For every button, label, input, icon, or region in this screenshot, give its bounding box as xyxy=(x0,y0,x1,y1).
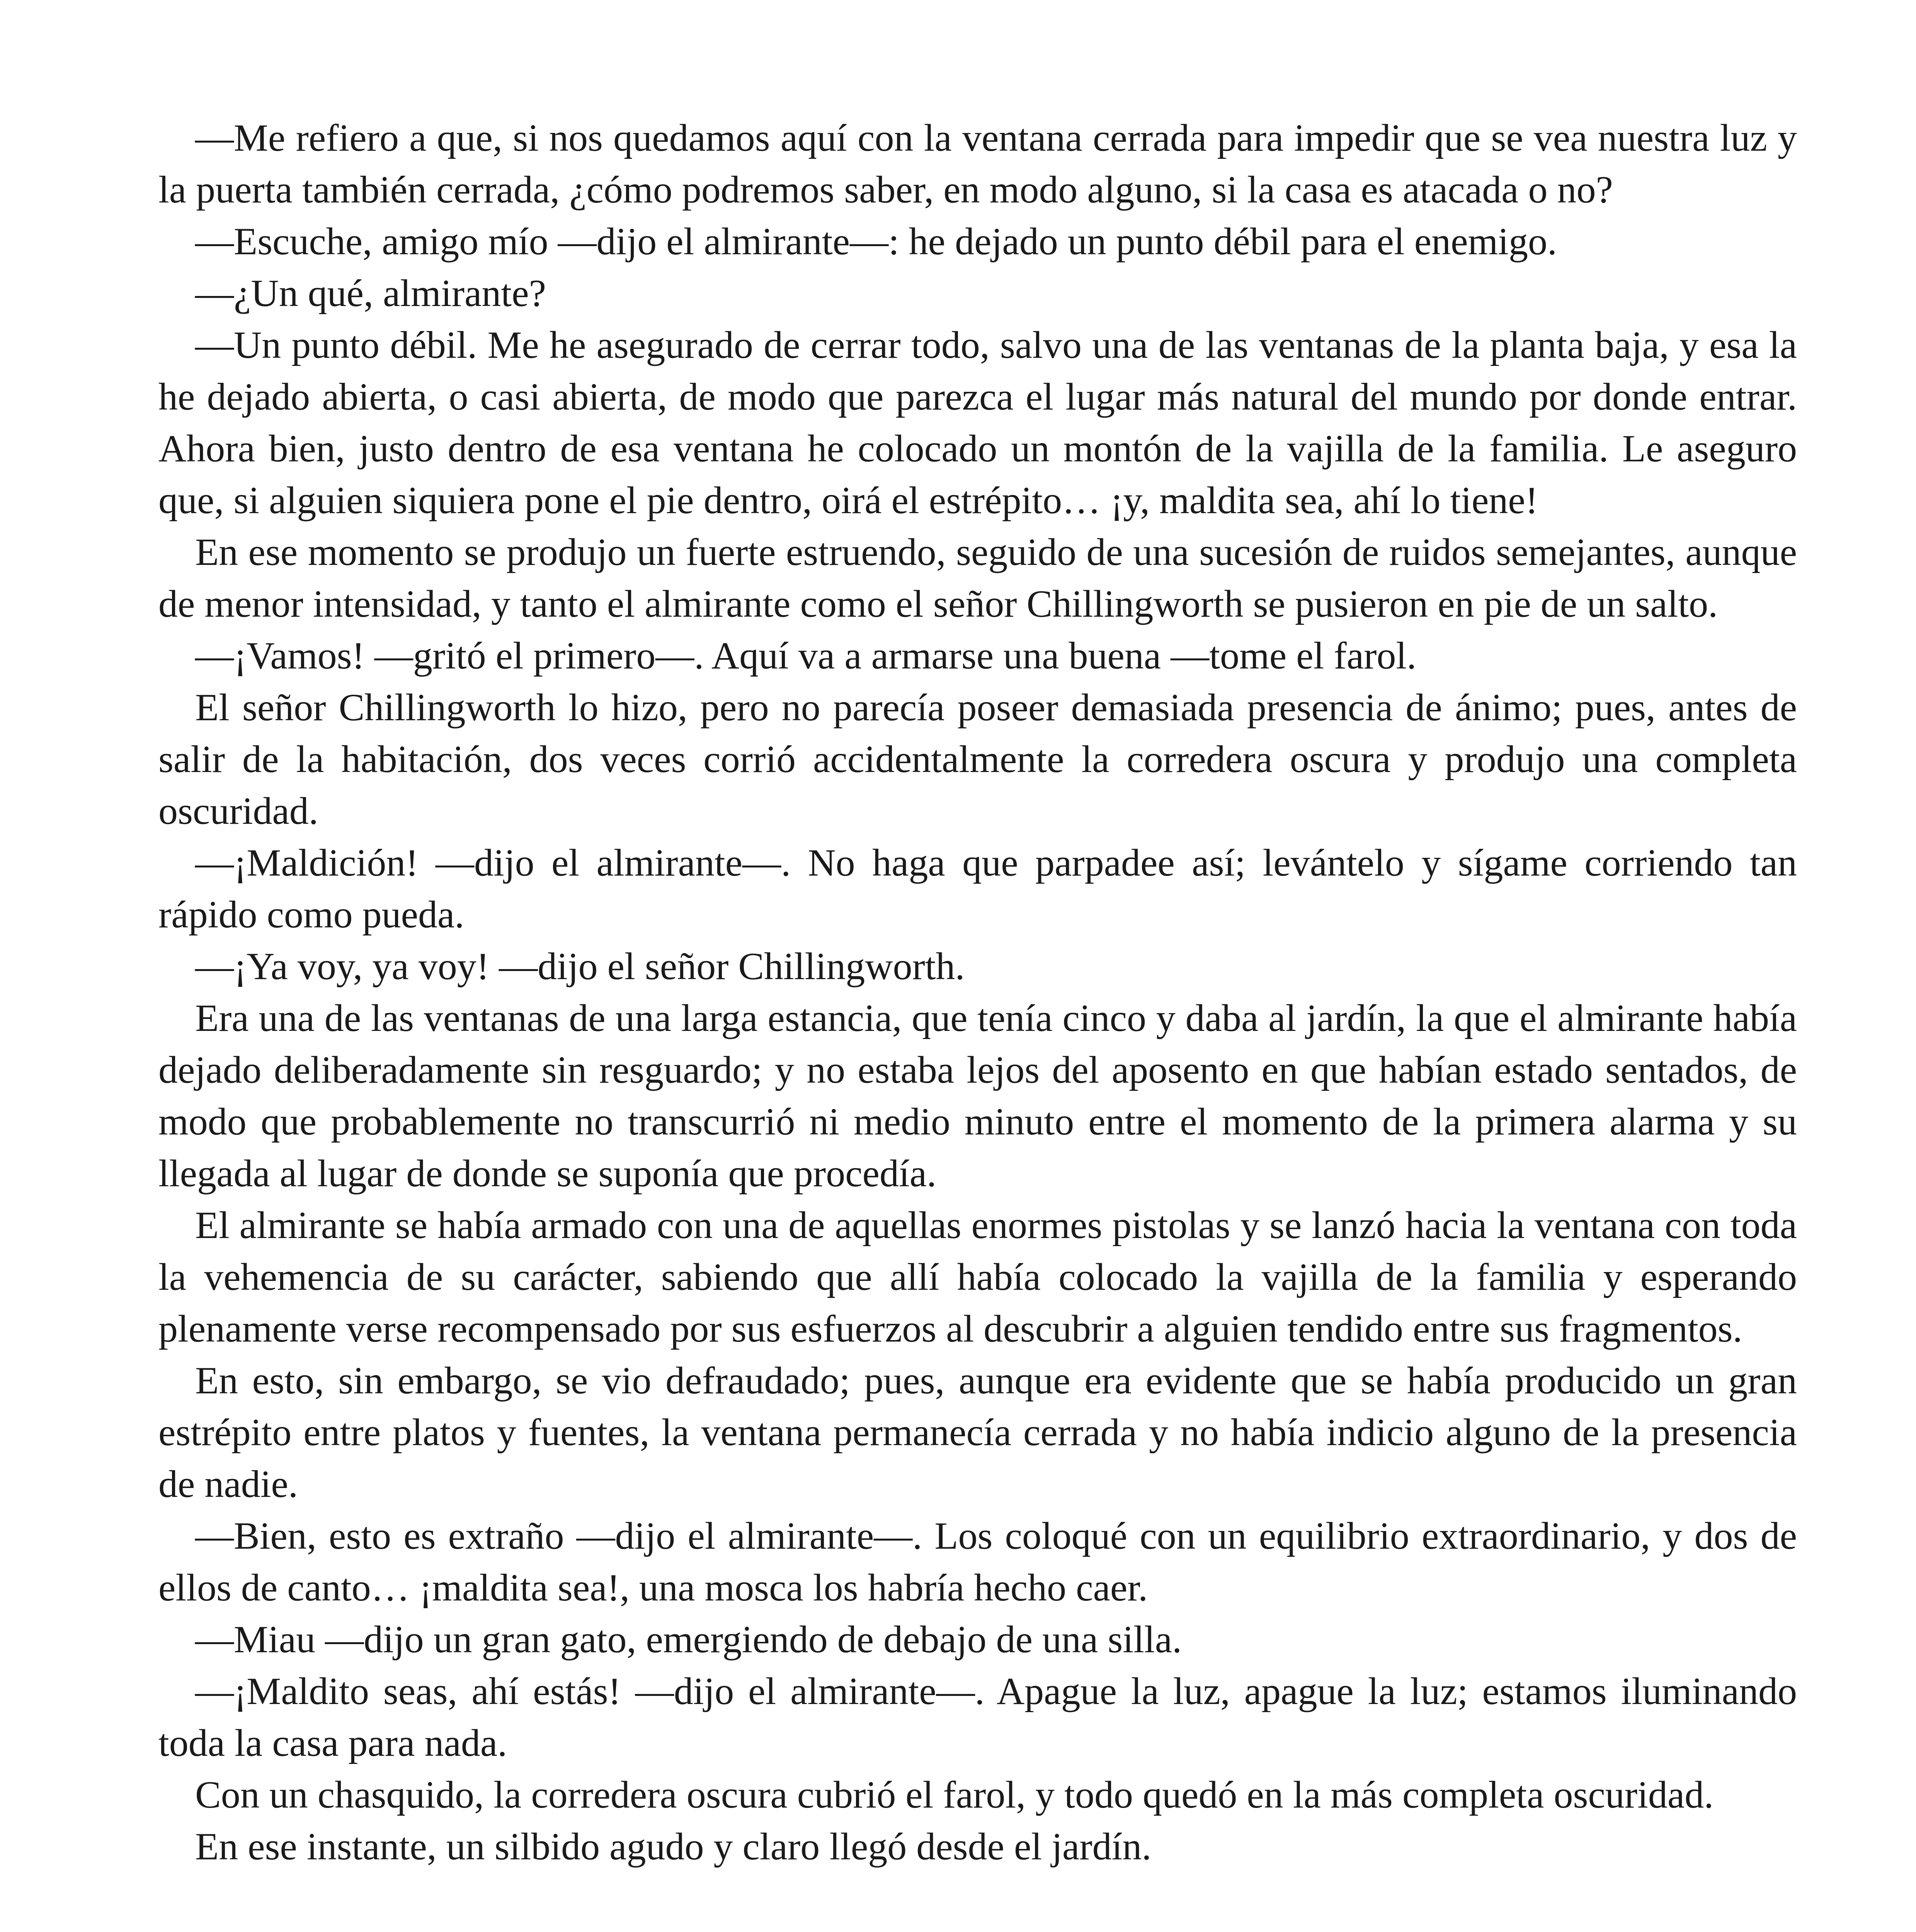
paragraph: Era una de las ventanas de una larga estancia, que tenía cinco y daba al jardín, la que el almirante había dejado deliberadamente sin resguardo; y no estaba lejos del aposento en que habían estado sentados, de modo que probablemente no transcurrió ni medio minuto entre el momento de la primera alarma y su llegada al lugar de donde se suponía que procedía. xyxy=(158,997,1797,1195)
paragraph: Con un chasquido, la corredera oscura cubrió el farol, y todo quedó en la más completa oscuridad. xyxy=(195,1773,1714,1816)
paragraph: En esto, sin embargo, se vio defraudado; pues, aunque era evidente que se había producido un gran estrépito entre platos y fuentes, la ventana permanecía cerrada y no había indicio alguno de la presencia de nadie. xyxy=(158,1359,1797,1505)
paragraph: —Escuche, amigo mío —dijo el almirante—: he dejado un punto débil para el enemigo. xyxy=(195,220,1557,263)
paragraph: —¡Ya voy, ya voy! —dijo el señor Chillingworth. xyxy=(195,945,965,988)
paragraph: En ese momento se produjo un fuerte estruendo, seguido de una sucesión de ruidos semejantes, aunque de menor intensidad, y tanto el almirante como el señor Chillingworth se pusieron en pie de un salto. xyxy=(158,531,1797,625)
paragraph: —¿Un qué, almirante? xyxy=(195,272,546,315)
paragraph: —Un punto débil. Me he asegurado de cerrar todo, salvo una de las ventanas de la planta baja, y esa la he dejado abierta, o casi abierta, de modo que parezca el lugar más natural del mundo por donde entrar. Ahora bien, justo dentro de esa ventana he colocado un montón de la vajilla de la familia. Le aseguro que, si alguien siquiera pone el pie dentro, oirá el estrépito… ¡y, maldita sea, ahí lo tiene! xyxy=(158,323,1797,522)
paragraph: —Me refiero a que, si nos quedamos aquí con la ventana cerrada para impedir que se vea nuestra luz y la puerta también cerrada, ¿cómo podremos saber, en modo alguno, si la casa es atacada o no? xyxy=(158,116,1797,211)
paragraph: —¡Maldito seas, ahí estás! —dijo el almirante—. Apague la luz, apague la luz; estamos iluminando toda la casa para nada. xyxy=(158,1670,1797,1764)
paragraph: El almirante se había armado con una de aquellas enormes pistolas y se lanzó hacia la ventana con toda la vehemencia de su carácter, sabiendo que allí había colocado la vajilla de la familia y esperando plenamente verse recompensado por sus esfuerzos al descubrir a alguien tendido entre sus fragmentos. xyxy=(158,1204,1797,1350)
page-body-text xyxy=(158,112,1797,1872)
paragraph: —Miau —dijo un gran gato, emergiendo de debajo de una silla. xyxy=(195,1618,1182,1661)
paragraph: —Bien, esto es extraño —dijo el almirante—. Los coloqué con un equilibrio extraordinario, y dos de ellos de canto… ¡maldita sea!, una mosca los habría hecho caer. xyxy=(158,1514,1797,1609)
paragraph: El señor Chillingworth lo hizo, pero no parecía poseer demasiada presencia de ánimo; pues, antes de salir de la habitación, dos veces corrió accidentalmente la corredera oscura y produjo una completa oscuridad. xyxy=(158,686,1797,832)
paragraph: —¡Vamos! —gritó el primero—. Aquí va a armarse una buena —tome el farol. xyxy=(195,634,1417,677)
paragraph: —¡Maldición! —dijo el almirante—. No haga que parpadee así; levántelo y sígame corriendo tan rápido como pueda. xyxy=(158,841,1797,936)
paragraph: En ese instante, un silbido agudo y claro llegó desde el jardín. xyxy=(195,1825,1152,1868)
